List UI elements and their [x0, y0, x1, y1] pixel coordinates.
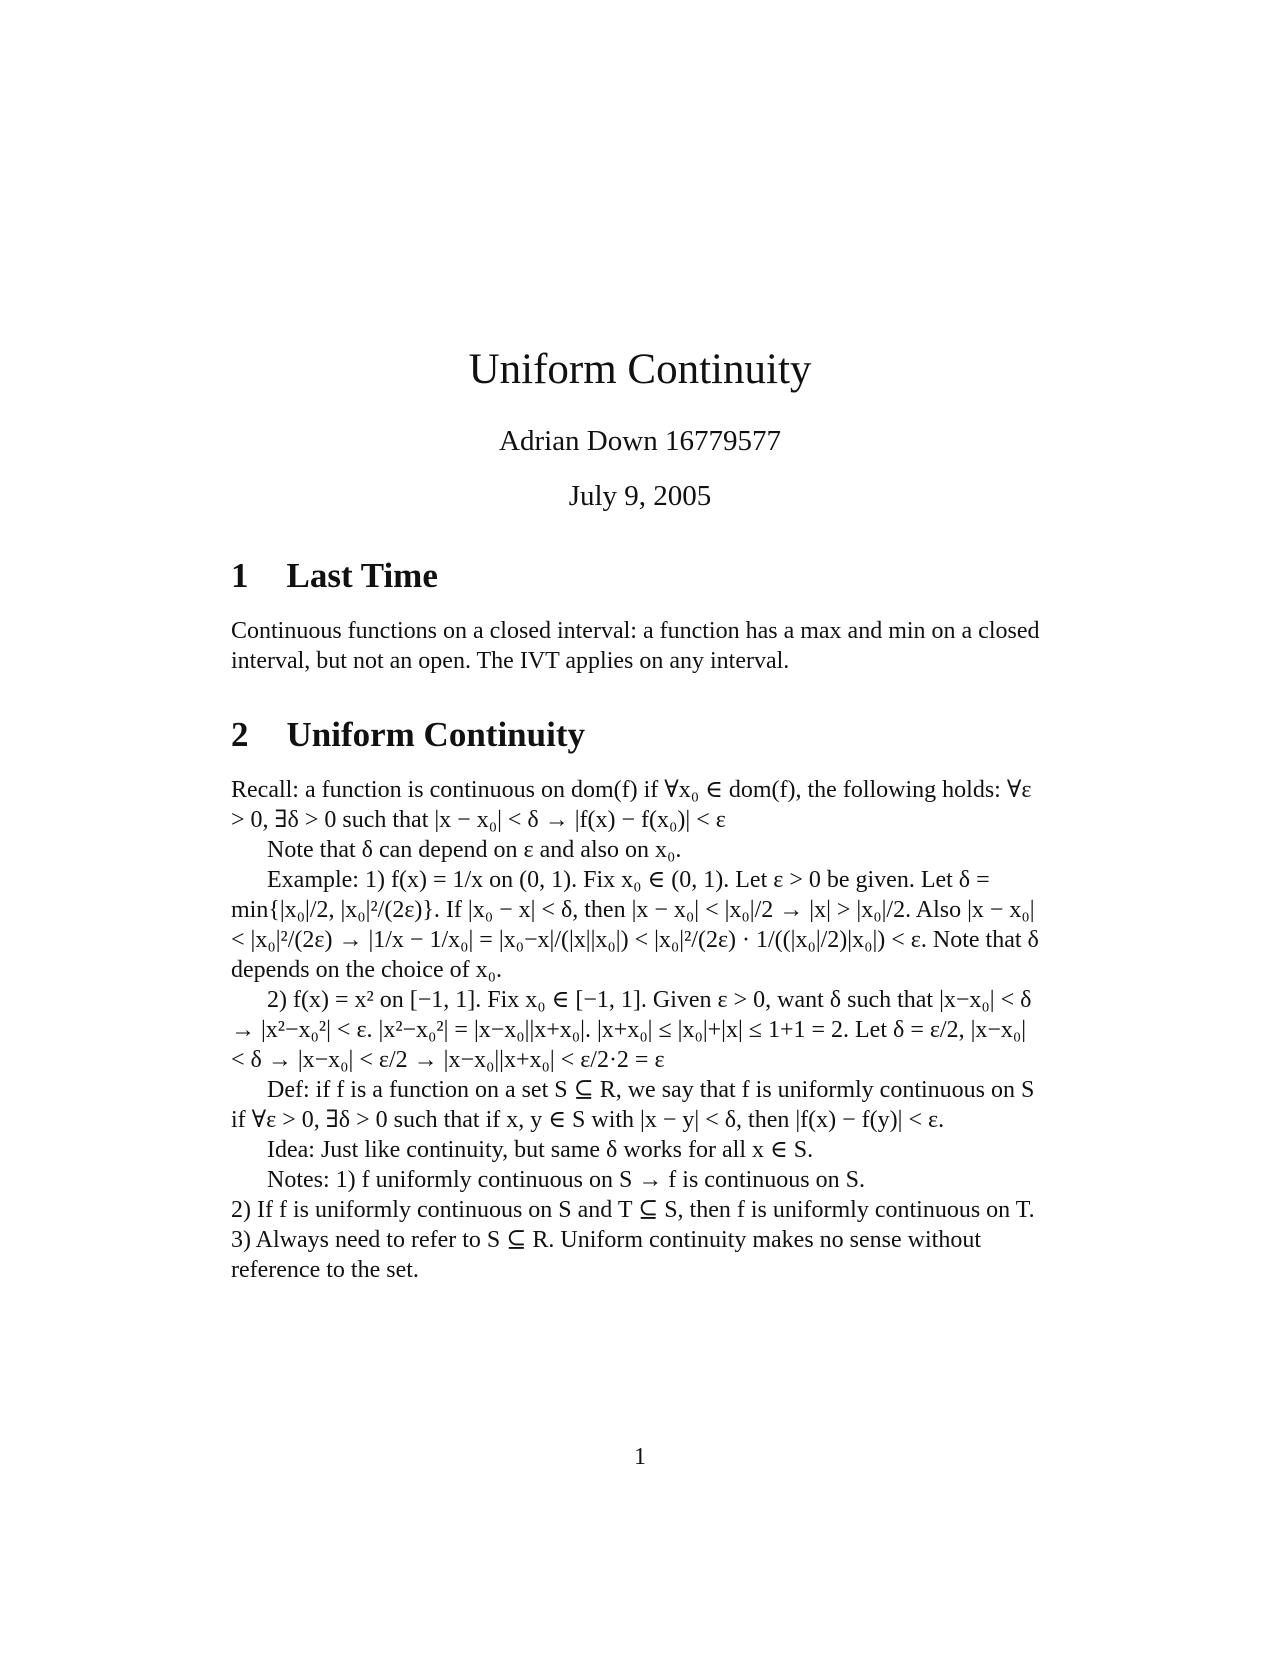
- paragraph: Notes: 1) f uniformly continuous on S → f is continuous on S.: [267, 1167, 865, 1193]
- section-body-1: [231, 616, 1043, 676]
- paragraph: Recall: a function is continuous on dom(f) if ∀x₀ ∈ dom(f), the following holds: ∀ε > 0, ∃δ > 0 such that |x − x₀| < δ → |f(x) − f(x₀)| < ε: [231, 777, 1032, 833]
- section-heading-1: [231, 558, 438, 593]
- section-number: 1: [231, 556, 249, 595]
- paragraph: 3) Always need to refer to S ⊆ R. Uniform continuity makes no sense without reference to the set.: [231, 1227, 981, 1283]
- title-block: [0, 348, 1280, 511]
- paragraph: Def: if f is a function on a set S ⊆ R, we say that f is uniformly continuous on S if ∀ε > 0, ∃δ > 0 such that if x, y ∈ S with |x − y| < δ, then |f(x) − f(y)| < ε.: [231, 1077, 1035, 1133]
- paragraph: 2) If f is uniformly continuous on S and T ⊆ S, then f is uniformly continuous on T.: [231, 1197, 1035, 1223]
- paper-title: Uniform Continuity: [468, 346, 812, 393]
- paragraph: 2) f(x) = x² on [−1, 1]. Fix x₀ ∈ [−1, 1]. Given ε > 0, want δ such that |x−x₀| < δ → |x²−x₀²| < ε. |x²−x₀²| = |x−x₀||x+x₀|. |x+x₀| ≤ |x₀|+|x| ≤ 1+1 = 2. Let δ = ε/2, |x−x₀| < δ → |x−x₀| < ε/2 → |x−x₀||x+x₀| < ε/2·2 = ε: [231, 987, 1032, 1073]
- section-number: 2: [231, 715, 249, 754]
- paper-date: July 9, 2005: [568, 480, 712, 512]
- paragraph: Idea: Just like continuity, but same δ works for all x ∈ S.: [267, 1137, 814, 1163]
- paragraph: Example: 1) f(x) = 1/x on (0, 1). Fix x₀ ∈ (0, 1). Let ε > 0 be given. Let δ = min{|x₀|/2, |x₀|²/(2ε)}. If |x₀ − x| < δ, then |x − x₀| < |x₀|/2 → |x| > |x₀|/2. Also |x − x₀| < |x₀|²/(2ε) → |1/x − 1/x₀| = |x₀−x|/(|x||x₀|) < |x₀|²/(2ε) · 1/((|x₀|/2)|x₀|) < ε. Note that δ depends on the choice of x₀.: [231, 867, 1039, 983]
- author-line: Adrian Down 16779577: [499, 425, 781, 457]
- section-body-2: [231, 775, 1043, 1285]
- section-heading-2: [231, 717, 585, 752]
- page-number: 1: [634, 1444, 646, 1470]
- section-title: Last Time: [286, 556, 438, 595]
- paragraph: Continuous functions on a closed interval: a function has a max and min on a closed interval, but not an open. The IVT applies on any interval.: [231, 618, 1040, 674]
- paragraph: Note that δ can depend on ε and also on x₀.: [267, 837, 682, 863]
- section-title: Uniform Continuity: [286, 715, 585, 754]
